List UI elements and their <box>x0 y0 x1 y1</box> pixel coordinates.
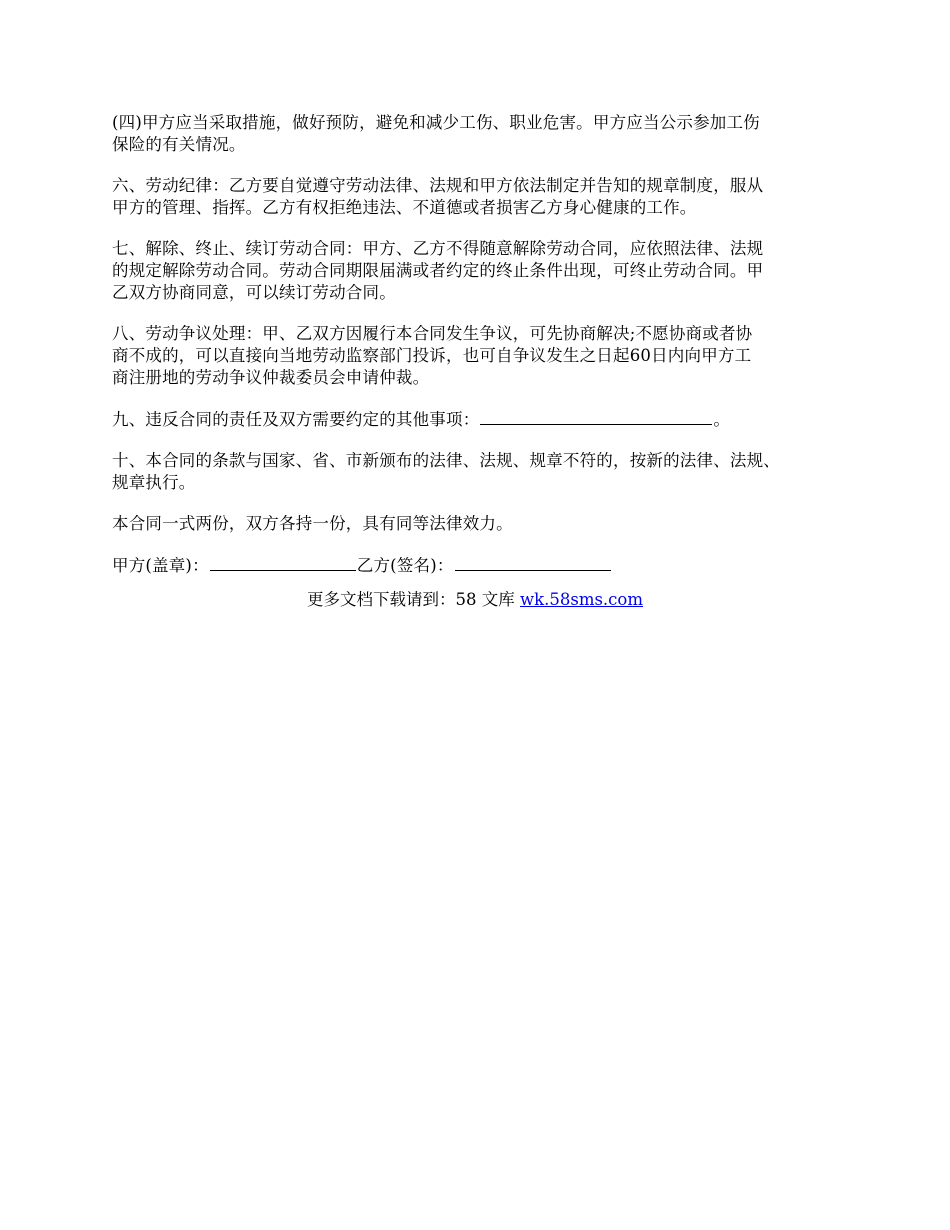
clause-work-injury <box>112 112 852 156</box>
party-b-label: 乙方(签名)： <box>356 556 454 575</box>
text-line <box>112 554 852 577</box>
text-line: 本合同一式两份，双方各持一份，具有同等法律效力。 <box>112 514 513 533</box>
clause-liability <box>112 408 852 431</box>
text-line: 的规定解除劳动合同。劳动合同期限届满或者约定的终止条件出现，可终止劳动合同。甲 <box>112 261 764 280</box>
text-line: 十、本合同的条款与国家、省、市新颁布的法律、法规、规章不符的，按新的法律、法规、 <box>112 451 780 470</box>
text-line: 乙双方协商同意，可以续订劳动合同。 <box>112 283 396 302</box>
text-line: 规章执行。 <box>112 473 196 492</box>
document-body <box>112 112 852 596</box>
clause-regulation-change <box>112 450 852 494</box>
text-line: 商注册地的劳动争议仲裁委员会申请仲裁。 <box>112 368 430 387</box>
clause-liability-suffix: 。 <box>713 410 731 429</box>
text-line: 保险的有关情况。 <box>112 135 246 154</box>
text-line: 八、劳动争议处理：甲、乙双方因履行本合同发生争议，可先协商解决;不愿协商或者协 <box>112 324 753 343</box>
signature-line <box>112 554 852 577</box>
text-line: 六、劳动纪律：乙方要自觉遵守劳动法律、法规和甲方依法制定并告知的规章制度，服从 <box>112 176 764 195</box>
party-b-signature-blank <box>455 554 611 571</box>
clause-labor-discipline <box>112 175 852 219</box>
text-line: (四)甲方应当采取措施，做好预防，避免和减少工伤、职业危害。甲方应当公示参加工伤 <box>112 113 760 132</box>
footer <box>0 589 950 611</box>
party-a-label: 甲方(盖章)： <box>112 556 209 575</box>
clause-contract-termination <box>112 238 852 304</box>
text-line: 甲方的管理、指挥。乙方有权拒绝违法、不道德或者损害乙方身心健康的工作。 <box>112 198 697 217</box>
blank-field-liability <box>480 408 712 425</box>
footer-link[interactable]: wk.58sms.com <box>519 590 643 609</box>
text-line: 商不成的，可以直接向当地劳动监察部门投诉，也可自争议发生之日起60日内向甲方工 <box>112 346 752 365</box>
clause-copies <box>112 513 852 535</box>
clause-liability-prefix: 九、违反合同的责任及双方需要约定的其他事项： <box>112 410 480 429</box>
text-line: 七、解除、终止、续订劳动合同：甲方、乙方不得随意解除劳动合同，应依照法律、法规 <box>112 239 764 258</box>
clause-labor-dispute <box>112 323 852 389</box>
footer-text: 更多文档下载请到：58 文库 <box>306 590 520 609</box>
text-line <box>112 408 852 431</box>
party-a-signature-blank <box>210 554 356 571</box>
